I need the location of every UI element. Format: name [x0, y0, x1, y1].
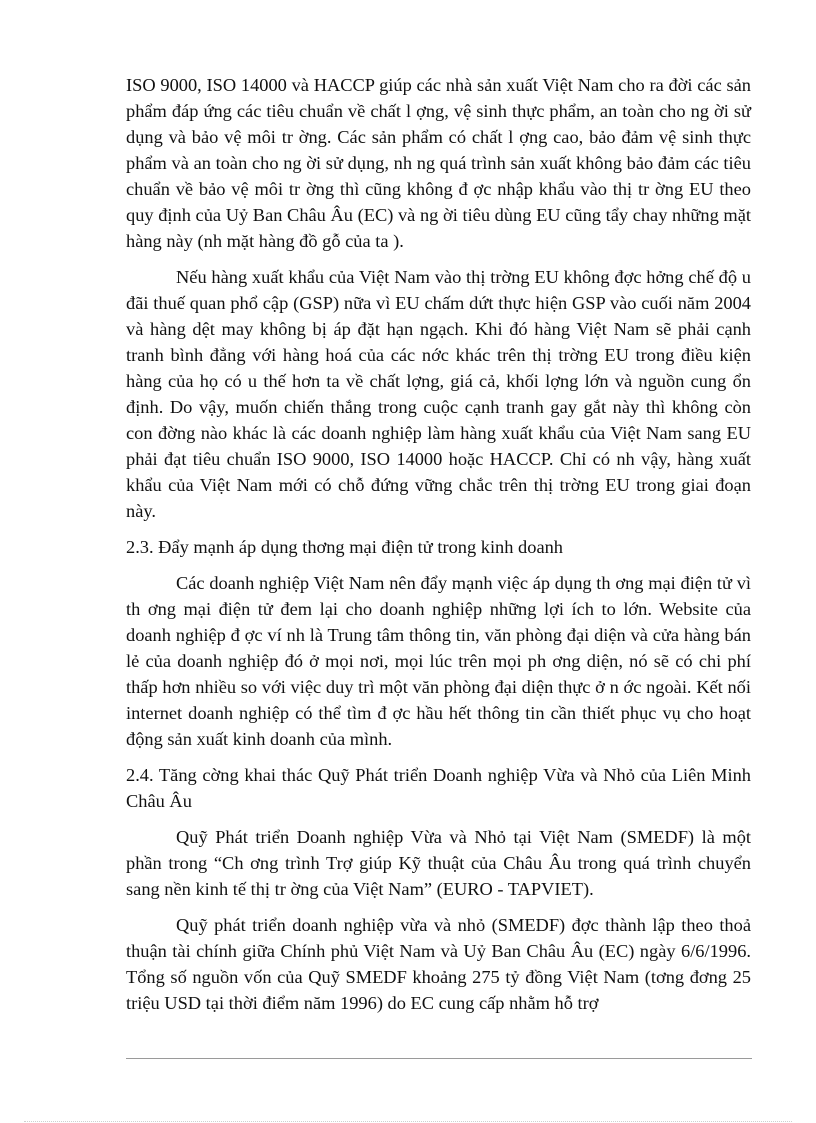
section-heading-2-3: 2.3. Đẩy mạnh áp dụng thơng mại điện tử trong kinh doanh [126, 537, 563, 557]
document-page [126, 72, 751, 1026]
paragraph-gsp-competition: Nếu hàng xuất khẩu của Việt Nam vào thị trờng EU không đợc hởng chế độ u đãi thuế quan phổ cập (GSP) nữa vì EU chấm dứt thực hiện GSP vào cuối năm 2004 và hàng dệt may không bị áp đặt hạn ngạch. Khi đó hàng Việt Nam sẽ phải cạnh tranh bình đẳng với hàng hoá của các nớc khác trên thị trờng EU trong điều kiện hàng của họ có u thế hơn ta về chất lợng, giá cả, khối lợng lớn và nguồn cung ổn định. Do vậy, muốn chiến thắng trong cuộc cạnh tranh gay gắt này thì không còn con đờng nào khác là các doanh nghiệp làm hàng xuất khẩu của Việt Nam sang EU phải đạt tiêu chuẩn ISO 9000, ISO 14000 hoặc HACCP. Chỉ có nh vậy, hàng xuất khẩu của Việt Nam mới có chỗ đứng vững chắc trên thị trờng EU trong giai đoạn này. [126, 267, 751, 521]
paragraph-quality-standards: ISO 9000, ISO 14000 và HACCP giúp các nhà sản xuất Việt Nam cho ra đời các sản phẩm đáp ứng các tiêu chuẩn về chất l ợng, vệ sinh thực phẩm, an toàn cho ng ời sử dụng và bảo vệ môi tr ờng. Các sản phẩm có chất l ợng cao, bảo đảm vệ sinh thực phẩm và an toàn cho ng ời sử dụng, nh ng quá trình sản xuất không bảo đảm các tiêu chuẩn về bảo vệ môi tr ờng thì cũng không đ ợc nhập khẩu vào thị tr ờng EU theo quy định của Uỷ Ban Châu Âu (EC) và ng ời tiêu dùng EU cũng tẩy chay những mặt hàng này (nh mặt hàng đồ gỗ của ta ). [126, 75, 751, 251]
paragraph-smedf-intro: Quỹ Phát triển Doanh nghiệp Vừa và Nhỏ tại Việt Nam (SMEDF) là một phần trong “Ch ơng trình Trợ giúp Kỹ thuật của Châu Âu trong quá trình chuyển sang nền kinh tế thị tr ờng của Việt Nam” (EURO - TAPVIET). [126, 827, 751, 899]
paragraph-e-commerce: Các doanh nghiệp Việt Nam nên đẩy mạnh việc áp dụng th ơng mại điện tử vì th ơng mại điện tử đem lại cho doanh nghiệp những lợi ích to lớn. Website của doanh nghiệp đ ợc ví nh là Trung tâm thông tin, văn phòng đại diện và cửa hàng bán lẻ của doanh nghiệp đó ở mọi nơi, mọi lúc trên mọi ph ơng diện, nó sẽ có chi phí thấp hơn nhiều so với việc duy trì một văn phòng đại diện thực ở n ớc ngoài. Kết nối internet doanh nghiệp có thể tìm đ ợc hầu hết thông tin cần thiết phục vụ cho hoạt động sản xuất kinh doanh của mình. [126, 573, 751, 749]
section-heading-2-4: 2.4. Tăng cờng khai thác Quỹ Phát triển Doanh nghiệp Vừa và Nhỏ của Liên Minh Châu Âu [126, 765, 751, 811]
paragraph-smedf-funding: Quỹ phát triển doanh nghiệp vừa và nhỏ (SMEDF) đợc thành lập theo thoả thuận tài chính giữa Chính phủ Việt Nam và Uỷ Ban Châu Âu (EC) ngày 6/6/1996. Tổng số nguồn vốn của Quỹ SMEDF khoảng 275 tỷ đồng Việt Nam (tơng đơng 25 triệu USD tại thời điểm năm 1996) do EC cung cấp nhằm hỗ trợ [126, 915, 751, 1013]
footer-divider [126, 1058, 752, 1059]
page-bottom-border [24, 1121, 792, 1122]
